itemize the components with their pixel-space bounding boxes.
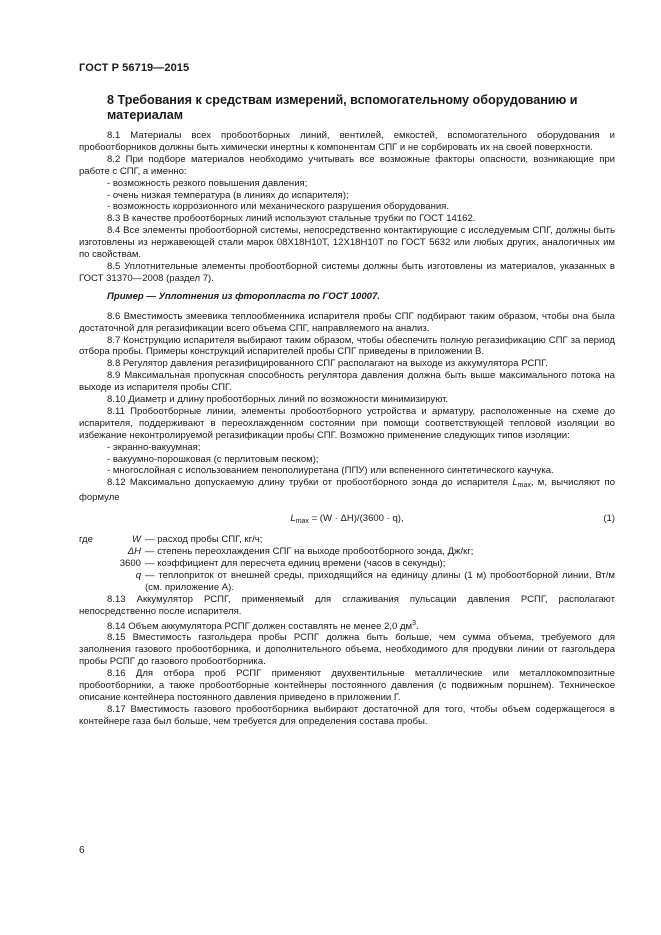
paragraph-8-6: 8.6 Вместимость змеевика теплообменника испарителя пробы СПГ подбирают таким образом, чтобы она была достаточной для регазификации всего объема СПГ, направляемого на анализ. (79, 310, 615, 334)
paragraph-8-3: 8.3 В качестве пробоотборных линий используют стальные трубки по ГОСТ 14162. (107, 213, 476, 225)
text-run: , м, вычисляют по формуле (79, 477, 615, 504)
where-symbol: ΔH (127, 546, 141, 558)
document-body (79, 130, 615, 728)
paragraph-8-15: 8.15 Вместимость газгольдера пробы РСПГ должна быть больше, чем сумма объема, требуемого для заполнения газового пробоотборника, и дополнительного объема, необходимого для продувки линии от газгольдера пробы РСПГ до газового пробоотборника. (79, 632, 615, 668)
where-symbol: W (131, 534, 141, 546)
section-title: 8 Требования к средствам измерений, вспомогательному оборудованию и материалам (107, 93, 578, 122)
paragraph-8-13: 8.13 Аккумулятор РСПГ, применяемый для сглаживания пульсации давления РСПГ, располагают непосредственно после испарителя. (79, 593, 615, 617)
where-label: где (79, 534, 93, 546)
list-item: - экранно-вакуумная; (107, 441, 201, 453)
subscript: max (295, 518, 309, 526)
paragraph-8-7: 8.7 Конструкцию испарителя выбирают таким образом, чтобы обеспечить полную регазификацию СПГ за период отбора пробы. Примеры конструкций испарителей пробы СПГ приведены в приложении В. (79, 334, 615, 358)
paragraph-8-5: 8.5 Уплотнительные элементы пробоотборной системы должны быть изготовлены из материалов, указанных в ГОСТ 31370—2008 (раздел 7). (79, 260, 615, 284)
where-row (79, 534, 615, 546)
where-description: — степень переохлаждения СПГ на выходе пробоотборного зонда, Дж/кг; (145, 546, 474, 558)
list-item: - многослойная с использованием пенополиуретана (ППУ) или вспененного синтетического каучука. (107, 465, 554, 477)
list-item: - возможность резкого повышения давления; (107, 177, 308, 189)
where-symbol: q (135, 569, 141, 581)
document-header: ГОСТ Р 56719—2015 (79, 62, 190, 74)
where-row (79, 558, 615, 570)
formula-number: (1) (603, 513, 615, 525)
symbol: L (290, 513, 296, 525)
formula-rhs: = (W · ΔH)/(3600 · q), (308, 513, 404, 525)
paragraph-8-16: 8.16 Для отбора проб РСПГ применяют двухвентильные металлические или металлокомпозитные пробоотборники, а также пробоотборные контейнеры постоянного давления (с подвижным поршнем). Техническое описание контейнера постоянного давления приведено в приложении Г. (79, 668, 615, 703)
where-description: — расход пробы СПГ, кг/ч; (145, 534, 263, 546)
where-row (79, 546, 615, 558)
paragraph-8-2: 8.2 При подборе материалов необходимо учитывать все возможные факторы опасности, возникающие при работе с СПГ, а именно: (79, 153, 615, 177)
superscript: 3 (412, 619, 417, 627)
formula-block (79, 508, 615, 532)
where-legend (79, 534, 615, 594)
list-item: - возможность коррозионного или механического разрушения оборудования. (107, 201, 450, 213)
text-run: . (416, 620, 419, 632)
list-item: - вакуумно-порошковая (с перлитовым песком); (107, 453, 319, 465)
where-description: — теплоприток от внешней среды, приходящийся на единицу длины (1 м) пробоотборной линии, Вт/м (см. приложение А). (145, 569, 615, 593)
symbol: L (512, 477, 518, 489)
paragraph-8-14 (79, 618, 615, 633)
paragraph-8-10: 8.10 Диаметр и длину пробоотборных линий по возможности минимизируют. (107, 394, 449, 406)
paragraph-8-12 (79, 477, 615, 504)
paragraph-8-17: 8.17 Вместимость газового пробоотборника выбирают достаточной для того, чтобы объем содержащегося в контейнере газа был больше, чем требуется для определения состава пробы. (79, 703, 615, 727)
text-run: 8.12 Максимально допускаемую длину трубки от пробоотборного зонда до испарителя (107, 477, 513, 489)
where-row (79, 570, 615, 594)
where-symbol: 3600 (119, 558, 141, 569)
example-note: Пример — Уплотнения из фторопласта по ГОСТ 10007. (107, 290, 380, 302)
paragraph-8-8: 8.8 Регулятор давления регазифицированного СПГ располагают на выходе из аккумулятора РСПГ. (107, 358, 548, 370)
text-run: 8.14 Объем аккумулятора РСПГ должен составлять не менее 2,0 дм (107, 620, 413, 632)
where-description: — коэффициент для пересчета единиц времени (часов в секунды); (145, 558, 446, 569)
list-item: - очень низкая температура (в линиях до испарителя); (107, 189, 349, 201)
paragraph-8-9: 8.9 Максимальная пропускная способность регулятора давления должна быть выше максимального потока на выходе из испарителя пробы СПГ. (79, 370, 615, 394)
paragraph-8-1: 8.1 Материалы всех пробоотборных линий, вентилей, емкостей, вспомогательного оборудования и пробоотборников должны быть химически инертны к компонентам СПГ и не сорбировать их на своей поверхности. (79, 130, 615, 153)
paragraph-8-4: 8.4 Все элементы пробоотборной системы, непосредственно контактирующие с исследуемым СПГ, должны быть изготовлены из нержавеющей стали марок 08Х18Н10Т, 12Х18Н10Т по ГОСТ 5632 или любых других, аналогичных им по свойствам. (79, 225, 615, 261)
formula (79, 513, 615, 528)
paragraph-8-11: 8.11 Пробоотборные линии, элементы пробоотборного устройства и арматуру, расположенные на схеме до испарителя, поддерживают в переохлажденном состоянии при помощи соответствующей тепловой изоляции во избежание неконтролируемой регазификации пробы СПГ. Возможно применение следующих типов изоляции: (79, 405, 615, 441)
subscript: max (517, 482, 531, 490)
page-number: 6 (79, 845, 85, 856)
